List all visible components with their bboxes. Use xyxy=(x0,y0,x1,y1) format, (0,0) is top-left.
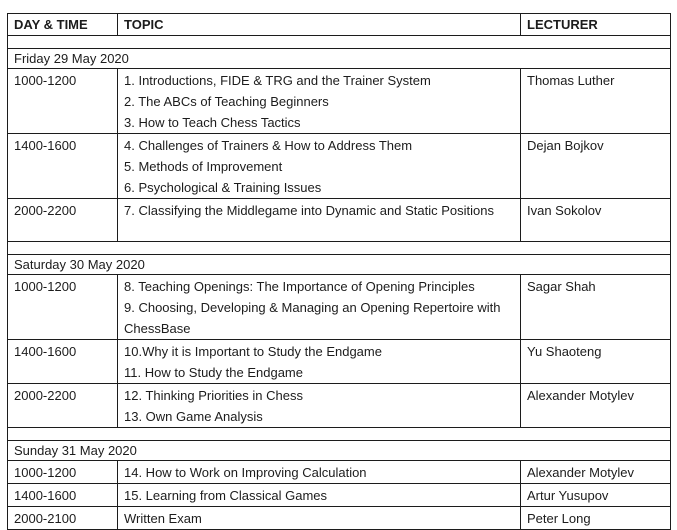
topic-cell xyxy=(118,384,521,428)
topic-line: 11. How to Study the Endgame xyxy=(124,365,303,380)
time-cell: 1400-1600 xyxy=(8,134,118,199)
lecturer-cell: Ivan Sokolov xyxy=(521,199,671,242)
section-day-label: Sunday 31 May 2020 xyxy=(8,441,671,461)
topic-line: 4. Challenges of Trainers & How to Address Them xyxy=(124,138,413,153)
topic-line: 1. Introductions, FIDE & TRG and the Trainer System xyxy=(124,73,431,88)
spacer-row xyxy=(8,242,671,255)
time-cell: 1400-1600 xyxy=(8,484,118,507)
lecturer-cell: Dejan Bojkov xyxy=(521,134,671,199)
time-cell: 1000-1200 xyxy=(8,461,118,484)
topic-cell xyxy=(118,199,521,242)
lecturer-cell: Thomas Luther xyxy=(521,69,671,134)
schedule-table xyxy=(7,13,671,530)
schedule-row xyxy=(8,461,671,484)
topic-line: 6. Psychological & Training Issues xyxy=(124,180,322,195)
topic-cell xyxy=(118,461,521,484)
time-cell: 1400-1600 xyxy=(8,340,118,384)
lecturer-cell: Yu Shaoteng xyxy=(521,340,671,384)
topic-line: 9. Choosing, Developing & Managing an Opening Repertoire with ChessBase xyxy=(124,300,501,336)
topic-line: 10.Why it is Important to Study the Endgame xyxy=(124,344,382,359)
topic-cell xyxy=(118,134,521,199)
lecturer-cell: Artur Yusupov xyxy=(521,484,671,507)
topic-line: 5. Methods of Improvement xyxy=(124,159,283,174)
spacer-row xyxy=(8,428,671,441)
schedule-row xyxy=(8,275,671,340)
time-cell: 1000-1200 xyxy=(8,275,118,340)
schedule-row xyxy=(8,199,671,242)
topic-line: 7. Classifying the Middlegame into Dynamic and Static Positions xyxy=(124,203,494,218)
lecturer-cell: Alexander Motylev xyxy=(521,461,671,484)
topic-line: 8. Teaching Openings: The Importance of Opening Principles xyxy=(124,279,475,294)
section-header-row xyxy=(8,49,671,69)
topic-line: 13. Own Game Analysis xyxy=(124,409,263,424)
lecturer-cell: Alexander Motylev xyxy=(521,384,671,428)
spacer-cell xyxy=(8,428,671,441)
header-topic: TOPIC xyxy=(118,14,521,36)
header-lecturer: LECTURER xyxy=(521,14,671,36)
schedule-row xyxy=(8,507,671,530)
schedule-row xyxy=(8,484,671,507)
lecturer-cell: Peter Long xyxy=(521,507,671,530)
topic-cell xyxy=(118,484,521,507)
section-header-row xyxy=(8,255,671,275)
spacer-cell xyxy=(8,242,671,255)
table-header-row xyxy=(8,14,671,36)
time-cell: 2000-2200 xyxy=(8,384,118,428)
spacer-cell xyxy=(8,36,671,49)
topic-line: Written Exam xyxy=(124,511,202,526)
section-day-label: Saturday 30 May 2020 xyxy=(8,255,671,275)
schedule-row xyxy=(8,340,671,384)
section-day-label: Friday 29 May 2020 xyxy=(8,49,671,69)
time-cell: 1000-1200 xyxy=(8,69,118,134)
header-day-time: DAY & TIME xyxy=(8,14,118,36)
topic-line: 12. Thinking Priorities in Chess xyxy=(124,388,303,403)
topic-line: 15. Learning from Classical Games xyxy=(124,488,328,503)
topic-cell xyxy=(118,69,521,134)
time-cell: 2000-2100 xyxy=(8,507,118,530)
section-header-row xyxy=(8,441,671,461)
topic-line: 3. How to Teach Chess Tactics xyxy=(124,115,301,130)
topic-cell xyxy=(118,275,521,340)
schedule-row xyxy=(8,134,671,199)
schedule-row xyxy=(8,69,671,134)
spacer-row xyxy=(8,36,671,49)
time-cell: 2000-2200 xyxy=(8,199,118,242)
topic-line: 14. How to Work on Improving Calculation xyxy=(124,465,367,480)
topic-cell xyxy=(118,507,521,530)
schedule-row xyxy=(8,384,671,428)
lecturer-cell: Sagar Shah xyxy=(521,275,671,340)
topic-line: 2. The ABCs of Teaching Beginners xyxy=(124,94,329,109)
topic-cell xyxy=(118,340,521,384)
